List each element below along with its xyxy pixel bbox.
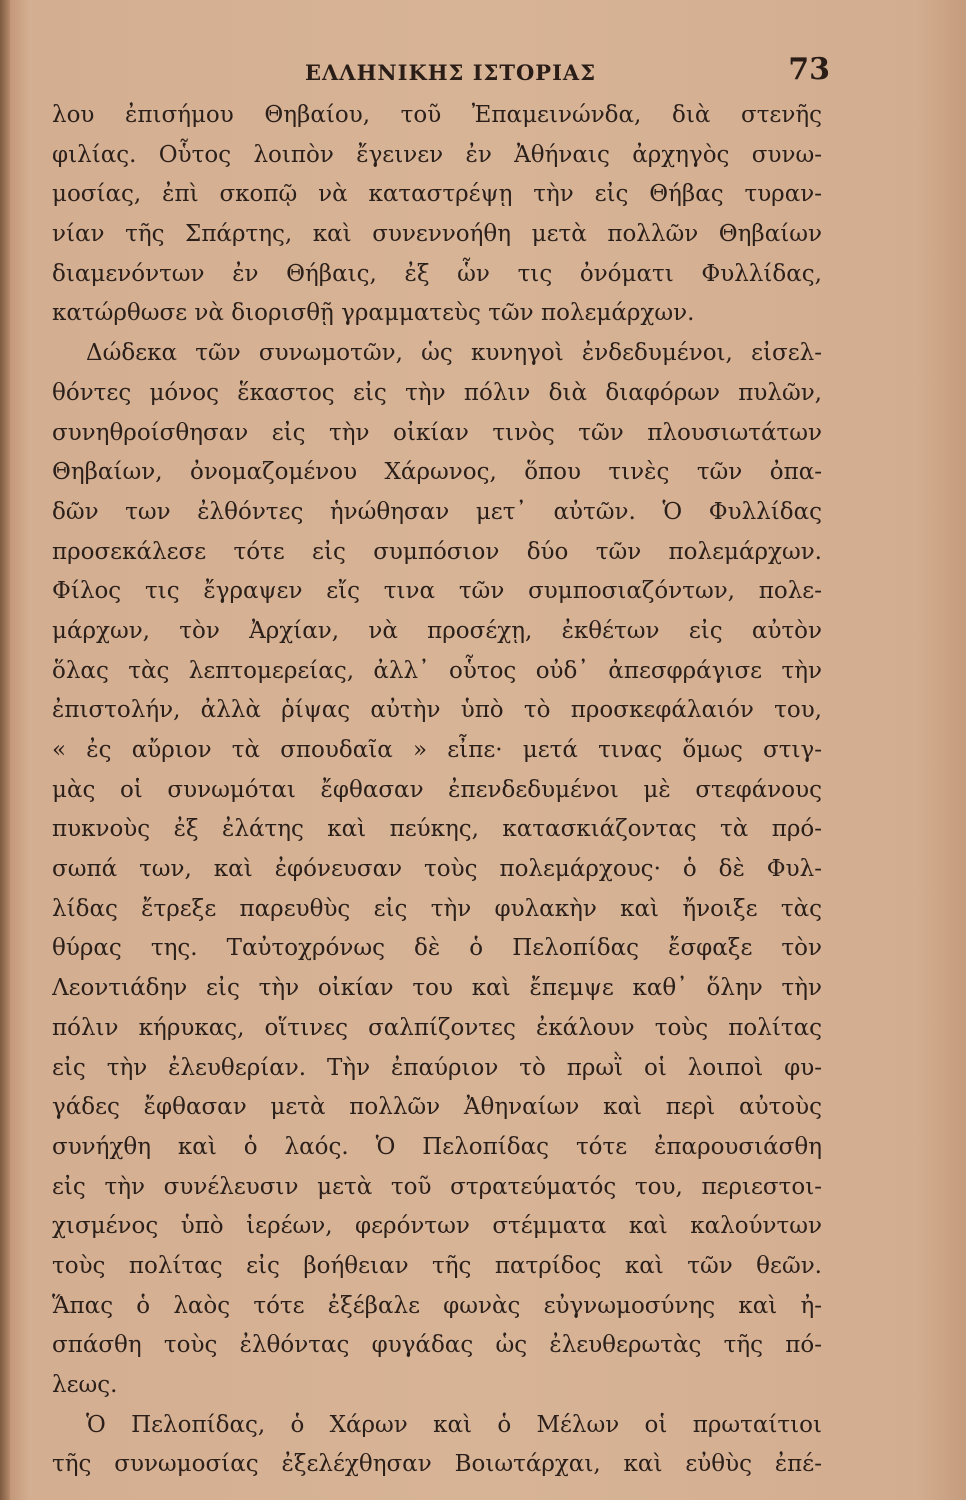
text-line: μάρχων, τὸν Ἀρχίαν, νὰ προσέχῃ, ἐκθέτων εἰς αὐτὸν — [52, 617, 822, 644]
text-line: Ἅπας ὁ λαὸς τότε ἐξέβαλε φωνὰς εὐγνωμοσύνης καὶ ἠ- — [52, 1292, 822, 1319]
text-line: τοὺς πολίτας εἰς βοήθειαν τῆς πατρίδος καὶ τῶν θεῶν. — [52, 1252, 822, 1279]
body-text — [52, 96, 822, 1485]
running-head — [60, 52, 830, 92]
running-head-title: ΕΛΛΗΝΙΚΗΣ ΙΣΤΟΡΙΑΣ — [305, 60, 597, 85]
text-line: κατώρθωσε νὰ διορισθῇ γραμματεὺς τῶν πολεμάρχων. — [52, 300, 695, 327]
text-line: θόντες μόνος ἕκαστος εἰς τὴν πόλιν διὰ διαφόρων πυλῶν, — [52, 379, 822, 406]
text-line: Δώδεκα τῶν συνωμοτῶν, ὡς κυνηγοὶ ἐνδεδυμένοι, εἰσελ- — [86, 340, 822, 367]
text-line: τῆς συνωμοσίας ἐξελέχθησαν Βοιωτάρχαι, καὶ εὐθὺς ἐπέ- — [52, 1451, 822, 1478]
text-line: Φίλος τις ἔγραψεν εἴς τινα τῶν συμποσιαζόντων, πολε- — [52, 578, 822, 605]
text-line: σπάσθη τοὺς ἐλθόντας φυγάδας ὡς ἐλευθερωτὰς τῆς πό- — [52, 1332, 822, 1359]
text-line: λίδας ἔτρεξε παρευθὺς εἰς τὴν φυλακὴν καὶ ἤνοιξε τὰς — [52, 895, 822, 922]
text-line: πόλιν κήρυκας, οἵτινες σαλπίζοντες ἐκάλουν τοὺς πολίτας — [52, 1014, 822, 1041]
text-line: χισμένος ὑπὸ ἱερέων, φερόντων στέμματα καὶ καλούντων — [52, 1213, 822, 1240]
text-line: διαμενόντων ἐν Θήβαις, ἐξ ὧν τις ὀνόματι Φυλλίδας, — [52, 260, 822, 287]
text-line: Θηβαίων, ὀνομαζομένου Χάρωνος, ὅπου τινὲς τῶν ὀπα- — [52, 459, 822, 486]
text-line: « ἐς αὔριον τὰ σπουδαῖα » εἶπε· μετά τινας ὅμως στιγ- — [52, 737, 822, 763]
text-line: δῶν των ἐλθόντες ἡνώθησαν μετ᾽ αὐτῶν. Ὁ Φυλλίδας — [52, 498, 822, 525]
text-line: ὅλας τὰς λεπτομερείας, ἀλλ᾽ οὗτος οὐδ᾽ ἀπεσφράγισε τὴν — [52, 657, 822, 684]
text-line: Λεοντιάδην εἰς τὴν οἰκίαν του καὶ ἔπεμψε καθ᾽ ὅλην τὴν — [52, 975, 822, 1002]
text-line: σωπά των, καὶ ἐφόνευσαν τοὺς πολεμάρχους· ὁ δὲ Φυλ- — [52, 856, 822, 883]
text-line: μοσίας, ἐπὶ σκοπῷ νὰ καταστρέψῃ τὴν εἰς Θήβας τυραν- — [52, 181, 822, 208]
page-binding-edge — [0, 0, 10, 1500]
text-line: πυκνοὺς ἐξ ἐλάτης καὶ πεύκης, κατασκιάζοντας τὰ πρό- — [52, 816, 822, 843]
text-line: λου ἐπισήμου Θηβαίου, τοῦ Ἐπαμεινώνδα, διὰ στενῆς — [52, 102, 822, 128]
text-line: θύρας της. Ταὐτοχρόνως δὲ ὁ Πελοπίδας ἔσφαξε τὸν — [52, 935, 822, 962]
text-line: λεως. — [52, 1372, 118, 1398]
text-line: συνηθροίσθησαν εἰς τὴν οἰκίαν τινὸς τῶν πλουσιωτάτων — [52, 419, 822, 446]
text-line: Ὁ Πελοπίδας, ὁ Χάρων καὶ ὁ Μέλων οἱ πρωταίτιοι — [86, 1411, 822, 1438]
text-line: εἰς τὴν ἐλευθερίαν. Τὴν ἐπαύριον τὸ πρωῒ οἱ λοιποὶ φυ- — [52, 1054, 822, 1081]
text-line: συνήχθη καὶ ὁ λαός. Ὁ Πελοπίδας τότε ἐπαρουσιάσθη — [52, 1133, 822, 1160]
text-line: προσεκάλεσε τότε εἰς συμπόσιον δύο τῶν πολεμάρχων. — [52, 538, 822, 565]
text-line: ἐπιστολήν, ἀλλὰ ῥίψας αὐτὴν ὑπὸ τὸ προσκεφάλαιόν του, — [52, 697, 822, 724]
text-line: γάδες ἔφθασαν μετὰ πολλῶν Ἀθηναίων καὶ περὶ αὐτοὺς — [52, 1094, 822, 1121]
text-line: μὰς οἱ συνωμόται ἔφθασαν ἐπενδεδυμένοι μὲ στεφάνους — [52, 776, 822, 803]
text-line: νίαν τῆς Σπάρτης, καὶ συνεννοήθη μετὰ πολλῶν Θηβαίων — [52, 221, 822, 248]
text-line: εἰς τὴν συνέλευσιν μετὰ τοῦ στρατεύματός του, περιεστοι- — [52, 1173, 822, 1200]
text-line: φιλίας. Οὗτος λοιπὸν ἔγεινεν ἐν Ἀθήναις ἀρχηγὸς συνω- — [52, 141, 822, 168]
page-number: 73 — [788, 52, 830, 87]
